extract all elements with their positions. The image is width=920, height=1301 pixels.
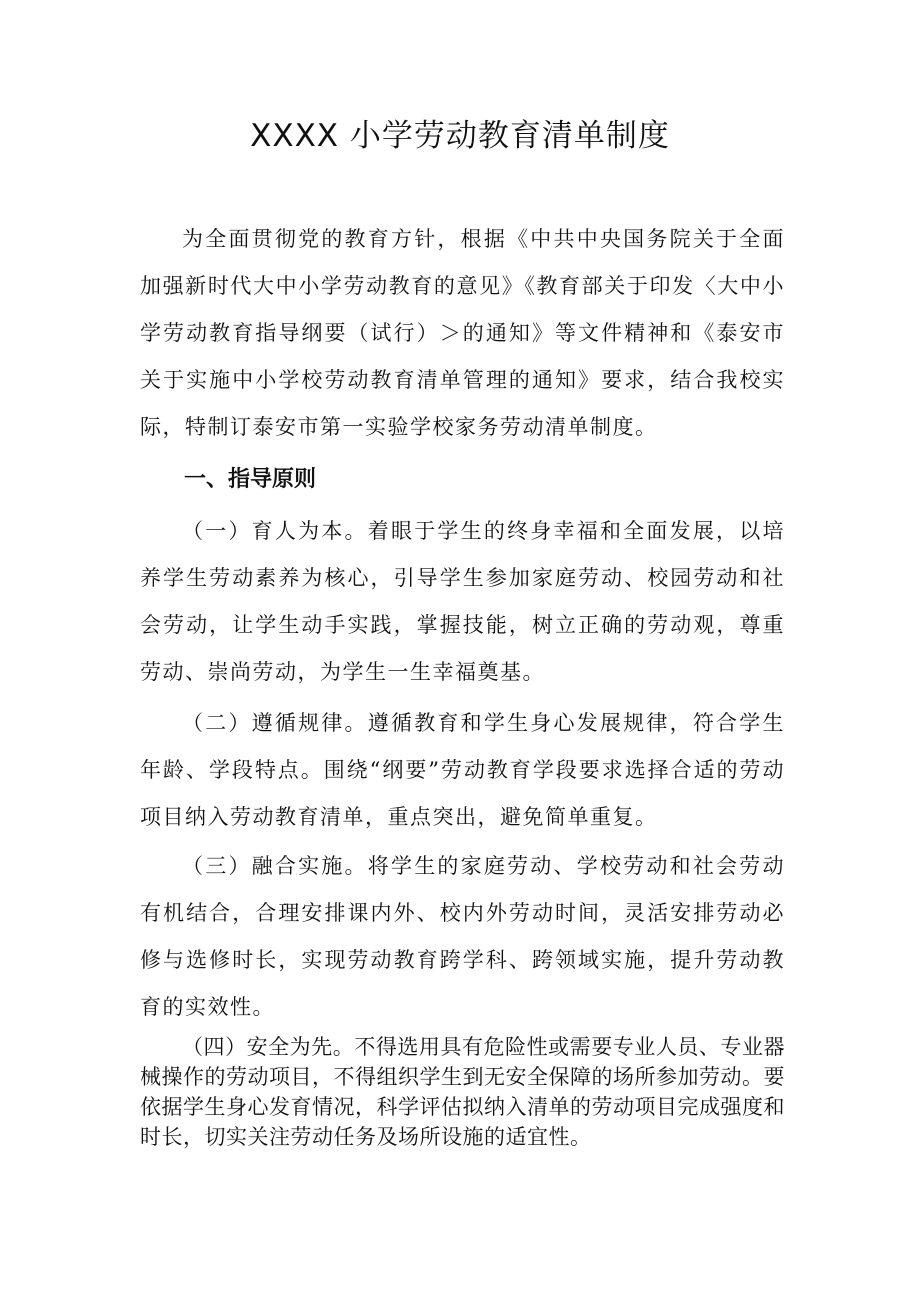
principle-paragraph-4: （四）安全为先。不得选用具有危险性或需要专业人员、专业器械操作的劳动项目，不得组织学生到无安全保障的场所参加劳动。要依据学生身心发育情况，科学评估拟纳入清单的劳动项目完成强度和时长，切实关注劳动任务及场所设施的适宜性。	[140, 1035, 785, 1149]
intro-paragraph: 为全面贯彻党的教育方针，根据《中共中央国务院关于全面加强新时代大中小学劳动教育的意见》《教育部关于印发〈大中小学劳动教育指导纲要（试行）＞的通知》等文件精神和《泰安市关于实施中小学校劳动教育清单管理的通知》要求，结合我校实际，特制订泰安市第一实验学校家务劳动清单制度。	[140, 227, 785, 439]
section-heading-guiding-principles: 一、指导原则	[184, 467, 317, 492]
principle-paragraph-3: （三）融合实施。将学生的家庭劳动、学校劳动和社会劳动有机结合，合理安排课内外、校内外劳动时间，灵活安排劳动必修与选修时长，实现劳动教育跨学科、跨领域实施，提升劳动教育的实效性。	[140, 854, 785, 1019]
principle-paragraph-1: （一）育人为本。着眼于学生的终身幸福和全面发展，以培养学生劳动素养为核心，引导学生参加家庭劳动、校园劳动和社会劳动，让学生动手实践，掌握技能，树立正确的劳动观，尊重劳动、崇尚劳动，为学生一生幸福奠基。	[140, 519, 785, 684]
document-title: XXXX 小学劳动教育清单制度	[250, 118, 670, 154]
principle-paragraph-2: （二）遵循规律。遵循教育和学生身心发展规律，符合学生年龄、学段特点。围绕“纲要”劳动教育学段要求选择合适的劳动项目纳入劳动教育清单，重点突出，避免简单重复。	[140, 711, 785, 829]
